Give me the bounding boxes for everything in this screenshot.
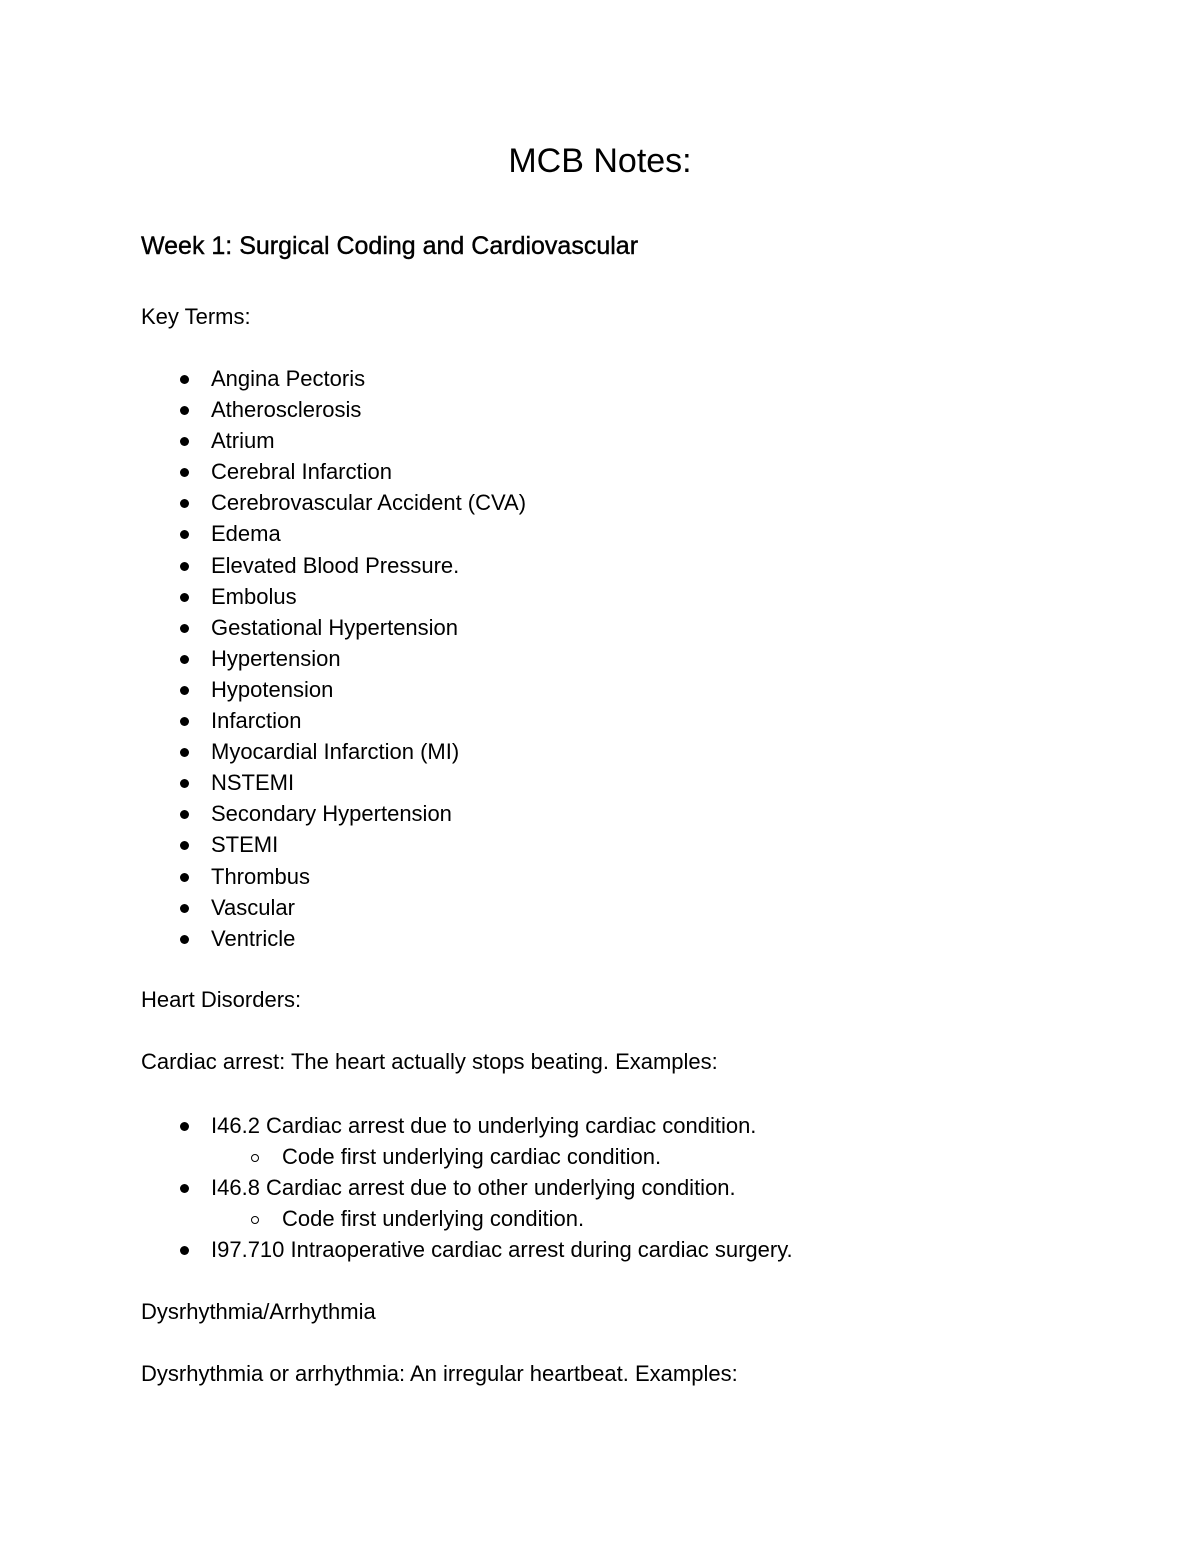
bullet-icon <box>180 406 189 415</box>
heart-disorders-label: Heart Disorders: <box>141 987 302 1012</box>
bullet-icon <box>180 779 189 788</box>
bullet-icon <box>180 748 189 757</box>
key-term-text: Ventricle <box>211 925 296 951</box>
bullet-icon <box>180 810 189 819</box>
key-terms-label: Key Terms: <box>141 304 251 329</box>
key-term-text: Cerebrovascular Accident (CVA) <box>211 490 527 516</box>
bullet-icon <box>180 1246 189 1255</box>
cardiac-arrest-paragraph: Cardiac arrest: The heart actually stops beating. Examples: <box>141 1049 718 1074</box>
page-title: MCB Notes: <box>508 142 692 180</box>
example-text: I46.8 Cardiac arrest due to other underlying condition. <box>211 1175 736 1201</box>
key-term-text: Atrium <box>211 428 275 454</box>
key-term-text: Thrombus <box>211 863 311 889</box>
key-term-text: Embolus <box>211 583 297 609</box>
bullet-icon <box>180 530 189 539</box>
bullet-icon <box>180 1184 189 1193</box>
key-term-text: Elevated Blood Pressure. <box>211 552 460 578</box>
bullet-icon <box>180 1122 189 1131</box>
example-text: Code first underlying cardiac condition. <box>282 1144 662 1170</box>
hollow-bullet-icon <box>251 1154 259 1162</box>
bullet-icon <box>180 841 189 850</box>
bullet-icon <box>180 935 189 944</box>
dysrhythmia-heading: Dysrhythmia/Arrhythmia <box>141 1299 376 1324</box>
key-term-text: Edema <box>211 521 281 547</box>
example-text: Code first underlying condition. <box>282 1206 585 1232</box>
key-term-text: Vascular <box>211 894 295 920</box>
key-term-text: Cerebral Infarction <box>211 459 392 485</box>
key-term-text: Infarction <box>211 708 302 734</box>
bullet-icon <box>180 468 189 477</box>
hollow-bullet-icon <box>251 1216 259 1224</box>
key-term-text: Gestational Hypertension <box>211 614 459 640</box>
week-heading: Week 1: Surgical Coding and Cardiovascular <box>141 232 639 260</box>
key-term-text: Atherosclerosis <box>211 397 362 423</box>
example-text: I97.710 Intraoperative cardiac arrest during cardiac surgery. <box>211 1237 793 1263</box>
bullet-icon <box>180 437 189 446</box>
bullet-icon <box>180 686 189 695</box>
bullet-icon <box>180 655 189 664</box>
key-term-text: Hypertension <box>211 645 341 671</box>
bullet-icon <box>180 717 189 726</box>
example-text: I46.2 Cardiac arrest due to underlying cardiac condition. <box>211 1113 757 1138</box>
key-term-text: Hypotension <box>211 676 334 702</box>
key-term-text: Secondary Hypertension <box>211 801 452 827</box>
bullet-icon <box>180 904 189 913</box>
bullet-icon <box>180 375 189 384</box>
bullet-icon <box>180 593 189 602</box>
key-term-text: Angina Pectoris <box>211 366 366 391</box>
dysrhythmia-paragraph: Dysrhythmia or arrhythmia: An irregular heartbeat. Examples: <box>141 1361 738 1386</box>
bullet-icon <box>180 873 189 882</box>
key-term-text: NSTEMI <box>211 770 295 796</box>
bullet-icon <box>180 562 189 571</box>
key-term-text: STEMI <box>211 832 279 858</box>
bullet-icon <box>180 624 189 633</box>
key-term-text: Myocardial Infarction (MI) <box>211 739 460 765</box>
bullet-icon <box>180 499 189 508</box>
